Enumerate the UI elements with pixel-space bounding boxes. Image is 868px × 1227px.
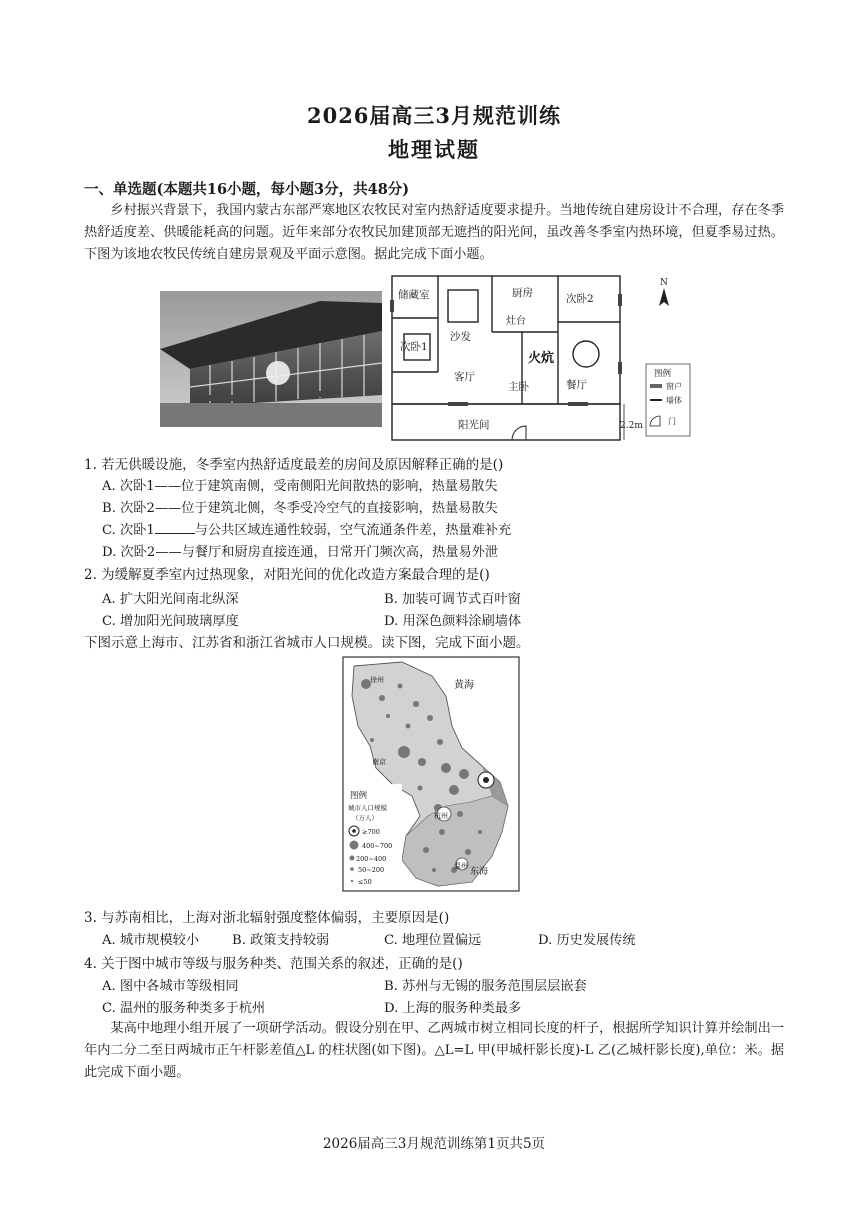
q2-option-c: C. 增加阳光间玻璃厚度 [102, 614, 239, 629]
population-map [342, 656, 520, 892]
q3-option-a: A. 城市规模较小 [102, 933, 200, 948]
svg-text:（万人）: （万人） [352, 814, 378, 822]
svg-text:图例: 图例 [350, 791, 368, 801]
q2-option-a: A. 扩大阳光间南北纵深 [102, 592, 239, 607]
map-label-hangzhou: 杭州 [434, 812, 448, 820]
house-photo [160, 291, 382, 427]
svg-text:50~200: 50~200 [358, 866, 385, 874]
room-sunroom: 阳光间 [458, 419, 490, 431]
svg-text:图例: 图例 [654, 369, 672, 379]
q4-option-b: B. 苏州与无锡的服务范围层层嵌套 [384, 979, 587, 994]
map-label-wenzhou: 温州 [454, 862, 468, 870]
floor-plan [388, 272, 693, 444]
intro-paragraph-2: 下图示意上海市、江苏省和浙江省城市人口规模。读下图，完成下面小题。 [84, 635, 530, 651]
svg-text:≤50: ≤50 [358, 878, 372, 886]
q3-option-b: B. 政策支持较弱 [232, 933, 330, 948]
q2-option-b: B. 加装可调节式百叶窗 [384, 592, 521, 607]
q3-option-c: C. 地理位置偏远 [384, 933, 482, 948]
map-label-nanjing: 南京 [372, 758, 386, 766]
q1-option-a: A. 次卧1——位于建筑南侧，受南侧阳光间散热的影响，热量易散失 [102, 479, 498, 494]
q1-option-d: D. 次卧2——与餐厅和厨房直接连通，日常开门频次高，热量易外泄 [102, 545, 499, 560]
svg-text:≥700: ≥700 [362, 828, 380, 836]
room-bedroom2: 次卧2 [566, 293, 594, 305]
q4-option-d: D. 上海的服务种类最多 [384, 1001, 522, 1016]
svg-text:400~700: 400~700 [362, 842, 393, 850]
map-legend [346, 784, 402, 888]
svg-text:墙体: 墙体 [666, 396, 682, 405]
room-kitchen: 厨房 [512, 287, 533, 299]
q3-option-d: D. 历史发展传统 [538, 933, 636, 948]
svg-text:N: N [660, 278, 668, 288]
svg-text:200~400: 200~400 [356, 855, 387, 863]
exam-subject: 地理试题 [388, 137, 480, 162]
svg-text:窗户: 窗户 [666, 382, 682, 391]
question-4: 4. 关于图中城市等级与服务种类、范围关系的叙述，正确的是() [84, 956, 463, 972]
map-label-yellow-sea: 黄海 [454, 680, 474, 691]
room-storage: 储藏室 [398, 289, 430, 301]
q4-option-c: C. 温州的服务种类多于杭州 [102, 1001, 266, 1016]
q1-option-c: C. 次卧1 与公共区域连通性较弱，空气流通条件差，热量难补充 [102, 523, 512, 538]
intro-paragraph-3: 某高中地理小组开展了一项研学活动。假设分别在甲、乙两城市树立相同长度的杆子，根据所学知识计算并绘制出一年内二分二至日两城市正午杆影差值△L 的柱状图(如下图)。△L=L 甲(甲城杆影长度)-L 乙(乙城杆影长度),单位：米。据此完成下面小题。 [84, 1021, 784, 1080]
page-footer: 2026届高三3月规范训练第1页共5页 [322, 1136, 546, 1152]
q2-option-d: D. 用深色颜料涂刷墙体 [384, 614, 522, 629]
exam-title: 2026届高三3月规范训练 [306, 103, 562, 128]
question-2: 2. 为缓解夏季室内过热现象，对阳光间的优化改造方案最合理的是() [84, 567, 490, 583]
dimension-label: 2.2m [620, 421, 643, 431]
map-label-xuzhou: 徐州 [370, 676, 384, 684]
room-counter: 灶台 [506, 316, 526, 327]
room-bedroom1: 次卧1 [400, 341, 428, 353]
room-master: 主卧 [508, 381, 529, 393]
svg-text:城市人口规模: 城市人口规模 [348, 804, 387, 812]
room-living: 客厅 [454, 371, 475, 383]
map-label-east-sea: 东海 [470, 867, 489, 877]
q1-option-b: B. 次卧2——位于建筑北侧，冬季受冷空气的直接影响，热量易散失 [102, 501, 498, 516]
section-heading: 一、单选题(本题共16小题，每小题3分，共48分) [84, 181, 410, 198]
intro-paragraph-1: 乡村振兴背景下，我国内蒙古东部严寒地区农牧民对室内热舒适度要求提升。当地传统自建房设计不合理，存在冬季热舒适度差、供暖能耗高的问题。近年来部分农牧民加建顶部无遮挡的阳光间，虽改善冬季室内热环境，但夏季易过热。下图为该地农牧民传统自建房景观及平面示意图。据此完成下面小题。 [84, 203, 784, 262]
q4-option-a: A. 图中各城市等级相同 [102, 979, 239, 994]
svg-text:门: 门 [668, 417, 676, 426]
plan-legend [646, 364, 690, 436]
question-3: 3. 与苏南相比，上海对浙北辐射强度整体偏弱，主要原因是() [84, 910, 450, 926]
question-1: 1. 若无供暖设施，冬季室内热舒适度最差的房间及原因解释正确的是() [84, 457, 504, 473]
north-arrow-icon [659, 278, 669, 306]
room-dining: 餐厅 [566, 379, 587, 391]
room-kang: 火炕 [528, 351, 555, 366]
room-sofa: 沙发 [450, 331, 471, 343]
